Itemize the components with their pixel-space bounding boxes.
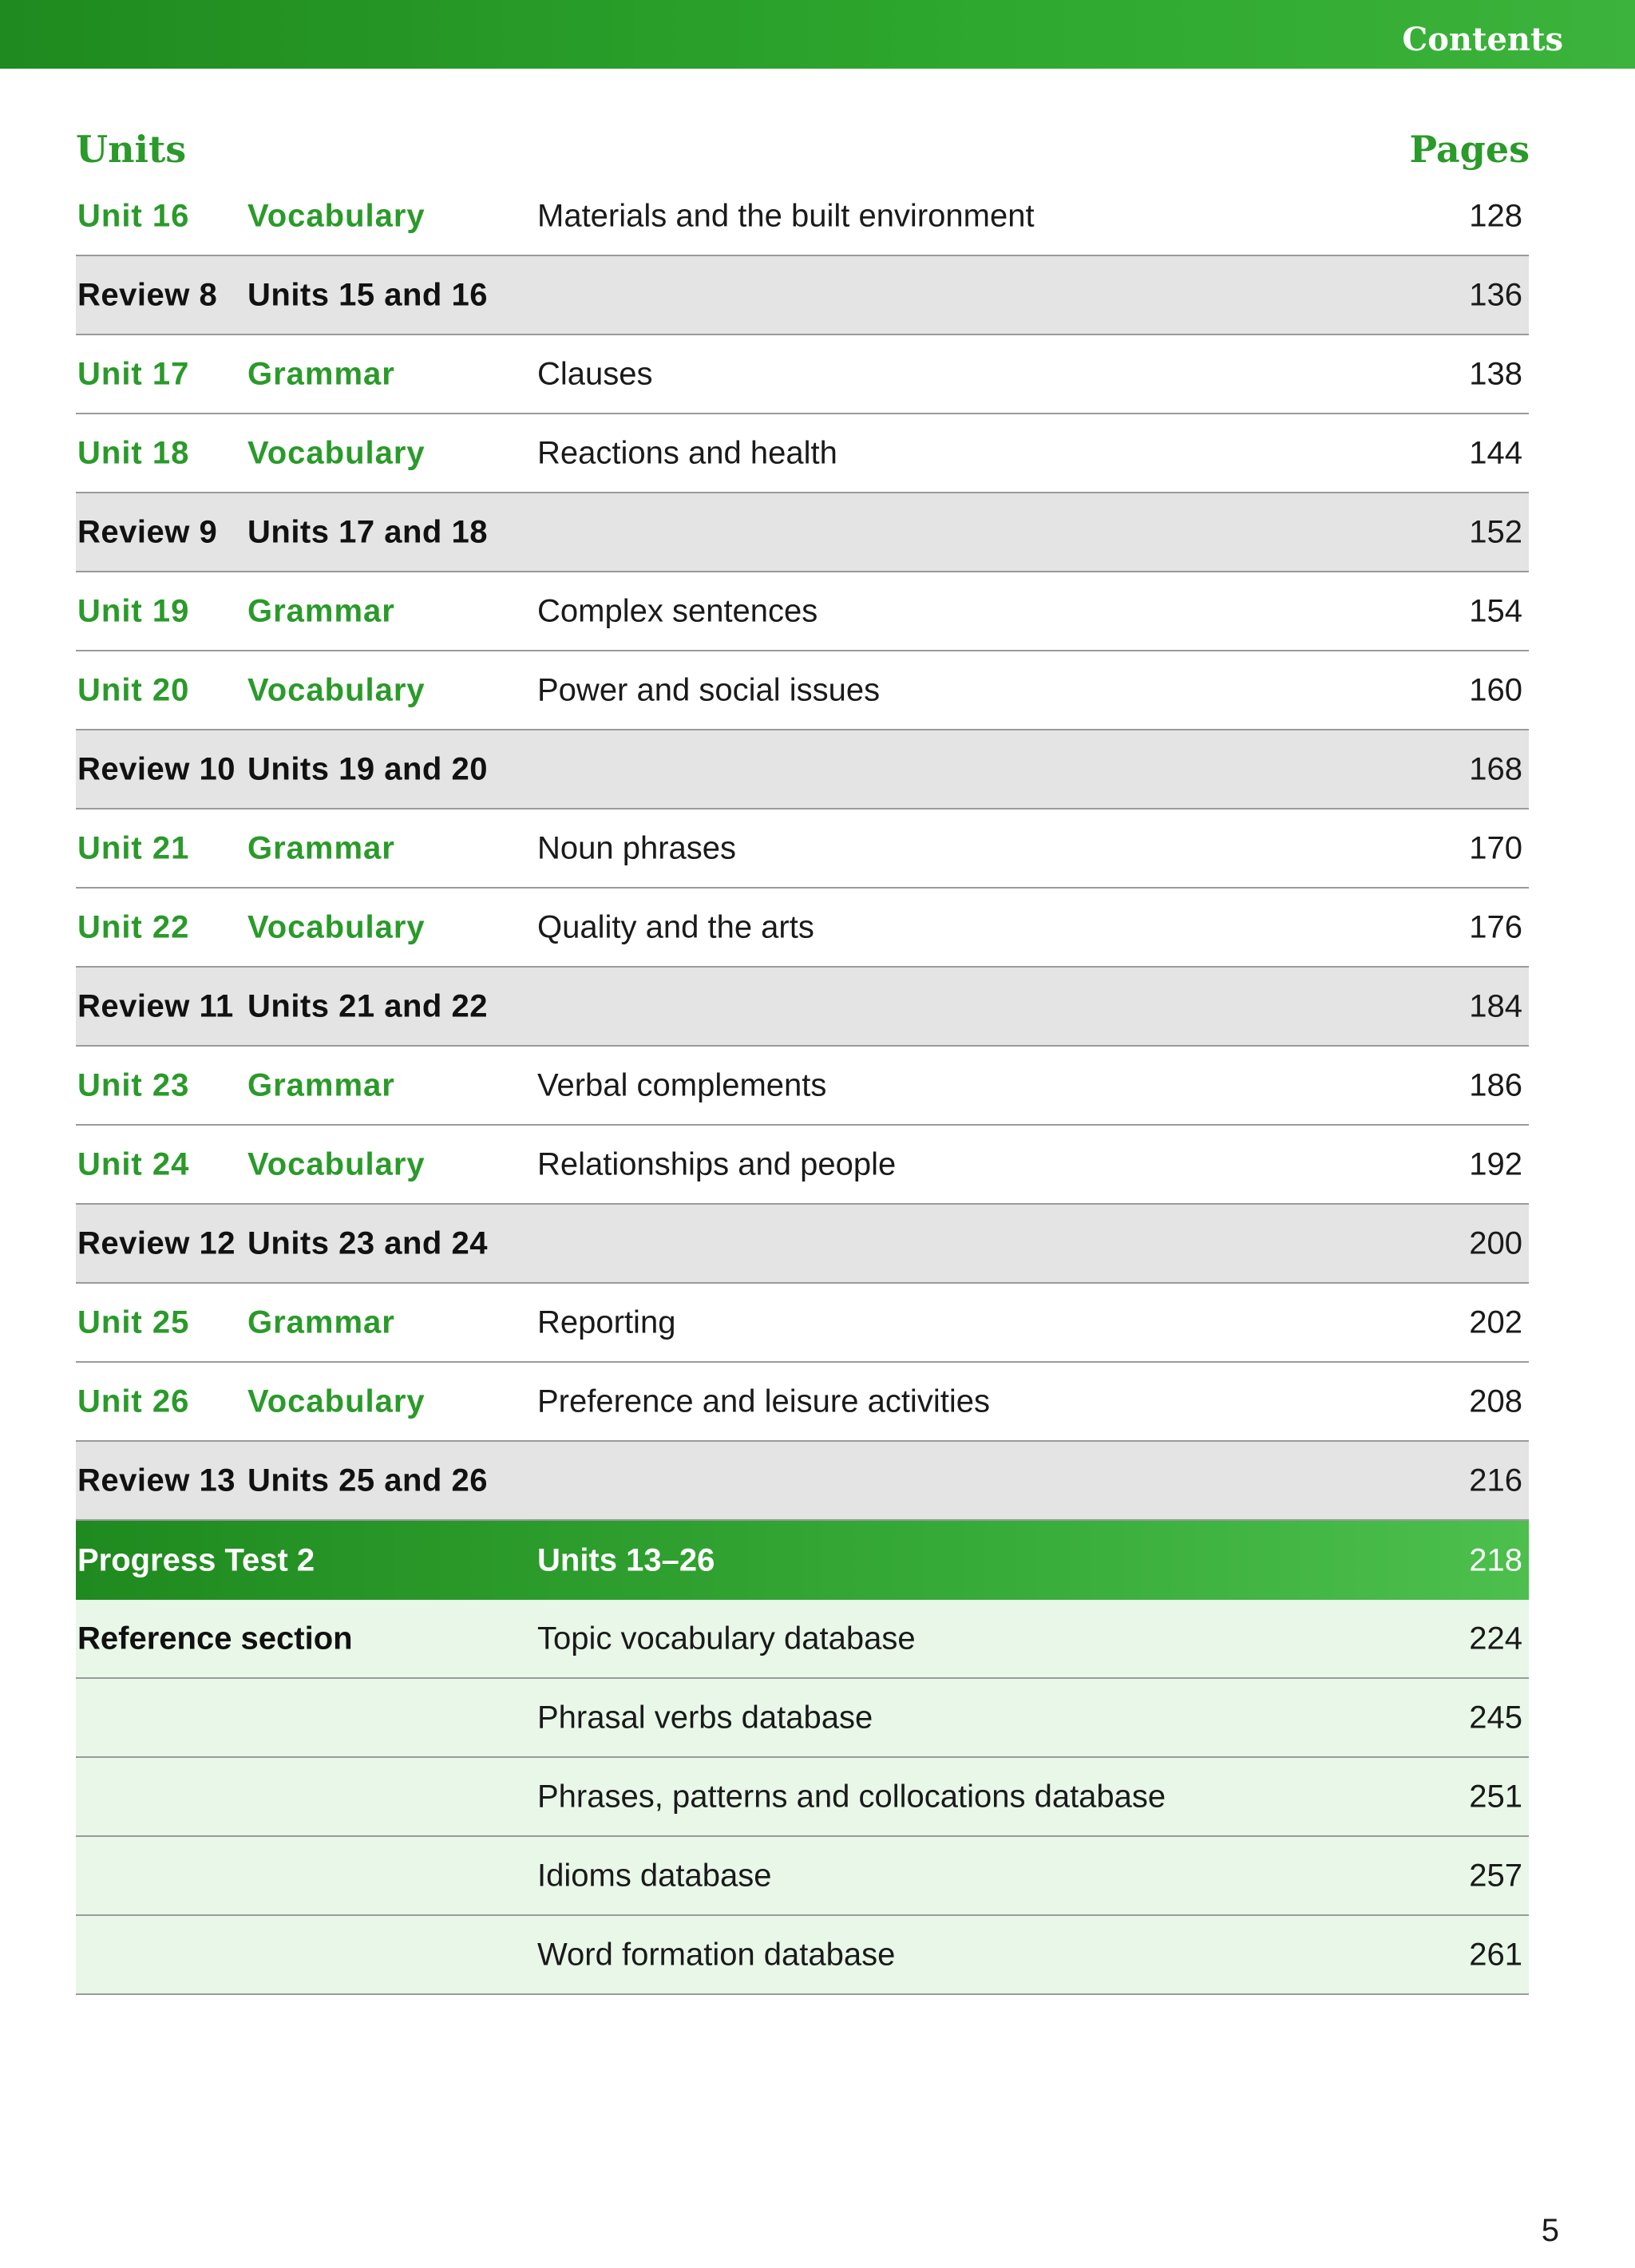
entry-label: Review 10 xyxy=(77,751,236,786)
unit-row xyxy=(76,572,1529,651)
entry-topic: Reporting xyxy=(537,1304,676,1340)
entry-page: 176 xyxy=(1469,909,1522,944)
entry-label: Unit 20 xyxy=(77,672,190,707)
entry-page: 208 xyxy=(1469,1383,1522,1419)
entry-topic: Verbal complements xyxy=(537,1067,827,1102)
entry-label: Review 9 xyxy=(77,514,218,549)
reference-row xyxy=(76,1600,1529,1679)
entry-label: Unit 19 xyxy=(77,593,190,628)
entry-category: Units 15 and 16 xyxy=(247,277,488,312)
entry-page: 251 xyxy=(1469,1779,1522,1814)
entry-label: Review 13 xyxy=(77,1463,236,1498)
review-row xyxy=(76,730,1529,809)
entry-topic: Word formation database xyxy=(537,1937,896,1972)
entry-category: Grammar xyxy=(247,356,395,391)
entry-category: Units 19 and 20 xyxy=(247,751,488,786)
review-row xyxy=(76,256,1529,335)
entry-topic: Phrasal verbs database xyxy=(537,1700,873,1735)
entry-page: 160 xyxy=(1469,672,1522,707)
units-column-heading: Units xyxy=(76,128,187,171)
entry-category: Vocabulary xyxy=(247,672,426,707)
entry-topic: Complex sentences xyxy=(537,593,818,628)
entry-category: Vocabulary xyxy=(247,198,426,233)
entry-topic: Phrases, patterns and collocations database xyxy=(537,1779,1166,1814)
entry-page: 136 xyxy=(1469,277,1522,312)
entry-page: 184 xyxy=(1469,988,1522,1023)
entry-page: 261 xyxy=(1469,1937,1522,1972)
entry-label: Unit 18 xyxy=(77,435,190,470)
unit-row xyxy=(76,1047,1529,1126)
entry-page: 216 xyxy=(1469,1463,1522,1498)
entry-page: 192 xyxy=(1469,1146,1522,1181)
entry-page: 224 xyxy=(1469,1621,1522,1656)
unit-row xyxy=(76,809,1529,889)
entry-category: Vocabulary xyxy=(247,909,426,944)
entry-page: 168 xyxy=(1469,751,1522,786)
entry-topic: Clauses xyxy=(537,356,653,391)
entry-category: Units 17 and 18 xyxy=(247,514,488,549)
reference-row xyxy=(76,1679,1529,1758)
unit-row xyxy=(76,1284,1529,1363)
entry-page: 152 xyxy=(1469,514,1522,549)
entry-category: Grammar xyxy=(247,1067,395,1102)
entry-label: Unit 25 xyxy=(77,1304,190,1340)
entry-page: 154 xyxy=(1469,593,1522,628)
entry-label: Unit 22 xyxy=(77,909,190,944)
entry-page: 144 xyxy=(1469,435,1522,470)
entry-label: Review 12 xyxy=(77,1225,236,1261)
entry-topic: Preference and leisure activities xyxy=(537,1383,990,1419)
entry-category: Grammar xyxy=(247,1304,395,1340)
entry-topic: Quality and the arts xyxy=(537,909,814,944)
entry-topic: Reactions and health xyxy=(537,435,837,470)
entry-page: 245 xyxy=(1469,1700,1522,1735)
entry-topic: Power and social issues xyxy=(537,672,881,707)
reference-row xyxy=(76,1916,1529,1995)
entry-label: Progress Test 2 xyxy=(77,1542,315,1577)
unit-row xyxy=(76,335,1529,414)
entry-page: 128 xyxy=(1469,198,1522,233)
entry-page: 218 xyxy=(1469,1542,1522,1577)
entry-category: Vocabulary xyxy=(247,1146,426,1181)
entry-topic: Noun phrases xyxy=(537,830,737,865)
entry-page: 200 xyxy=(1469,1225,1522,1261)
progress-test-row xyxy=(76,1521,1529,1600)
entry-category: Units 21 and 22 xyxy=(247,988,488,1023)
entry-category: Vocabulary xyxy=(247,435,426,470)
entry-category: Grammar xyxy=(247,830,395,865)
entry-label: Unit 26 xyxy=(77,1383,190,1419)
entry-label: Review 11 xyxy=(77,988,234,1023)
entry-page: 170 xyxy=(1469,830,1522,865)
entry-label: Unit 16 xyxy=(77,198,190,233)
entry-page: 257 xyxy=(1469,1858,1522,1893)
reference-row xyxy=(76,1837,1529,1916)
review-row xyxy=(76,968,1529,1047)
unit-row xyxy=(76,1363,1529,1442)
unit-row xyxy=(76,177,1529,256)
entry-label: Review 8 xyxy=(77,277,218,312)
reference-row xyxy=(76,1758,1529,1837)
entry-topic: Relationships and people xyxy=(537,1146,897,1181)
page-title: Contents xyxy=(1402,21,1563,58)
entry-topic: Materials and the built environment xyxy=(537,198,1035,233)
entry-category: Vocabulary xyxy=(247,1383,426,1419)
entry-page: 138 xyxy=(1469,356,1522,391)
entry-label: Reference section xyxy=(77,1621,353,1656)
entry-label: Unit 24 xyxy=(77,1146,190,1181)
header-bar xyxy=(0,0,1635,69)
entry-label: Unit 21 xyxy=(77,830,190,865)
unit-row xyxy=(76,414,1529,493)
entry-label: Unit 23 xyxy=(77,1067,190,1102)
entry-label: Unit 17 xyxy=(77,356,190,391)
contents-table xyxy=(76,177,1529,1995)
pages-column-heading: Pages xyxy=(1409,128,1530,171)
review-row xyxy=(76,1205,1529,1284)
entry-topic: Topic vocabulary database xyxy=(537,1621,916,1656)
entry-category: Units 23 and 24 xyxy=(247,1225,488,1261)
entry-page: 202 xyxy=(1469,1304,1522,1340)
entry-category: Grammar xyxy=(247,593,395,628)
page-number: 5 xyxy=(1541,2213,1559,2248)
entry-page: 186 xyxy=(1469,1067,1522,1102)
unit-row xyxy=(76,889,1529,968)
entry-category: Units 25 and 26 xyxy=(247,1463,488,1498)
review-row xyxy=(76,1442,1529,1521)
unit-row xyxy=(76,651,1529,730)
entry-topic: Idioms database xyxy=(537,1858,772,1893)
review-row xyxy=(76,493,1529,572)
entry-topic: Units 13–26 xyxy=(537,1542,715,1577)
unit-row xyxy=(76,1126,1529,1205)
